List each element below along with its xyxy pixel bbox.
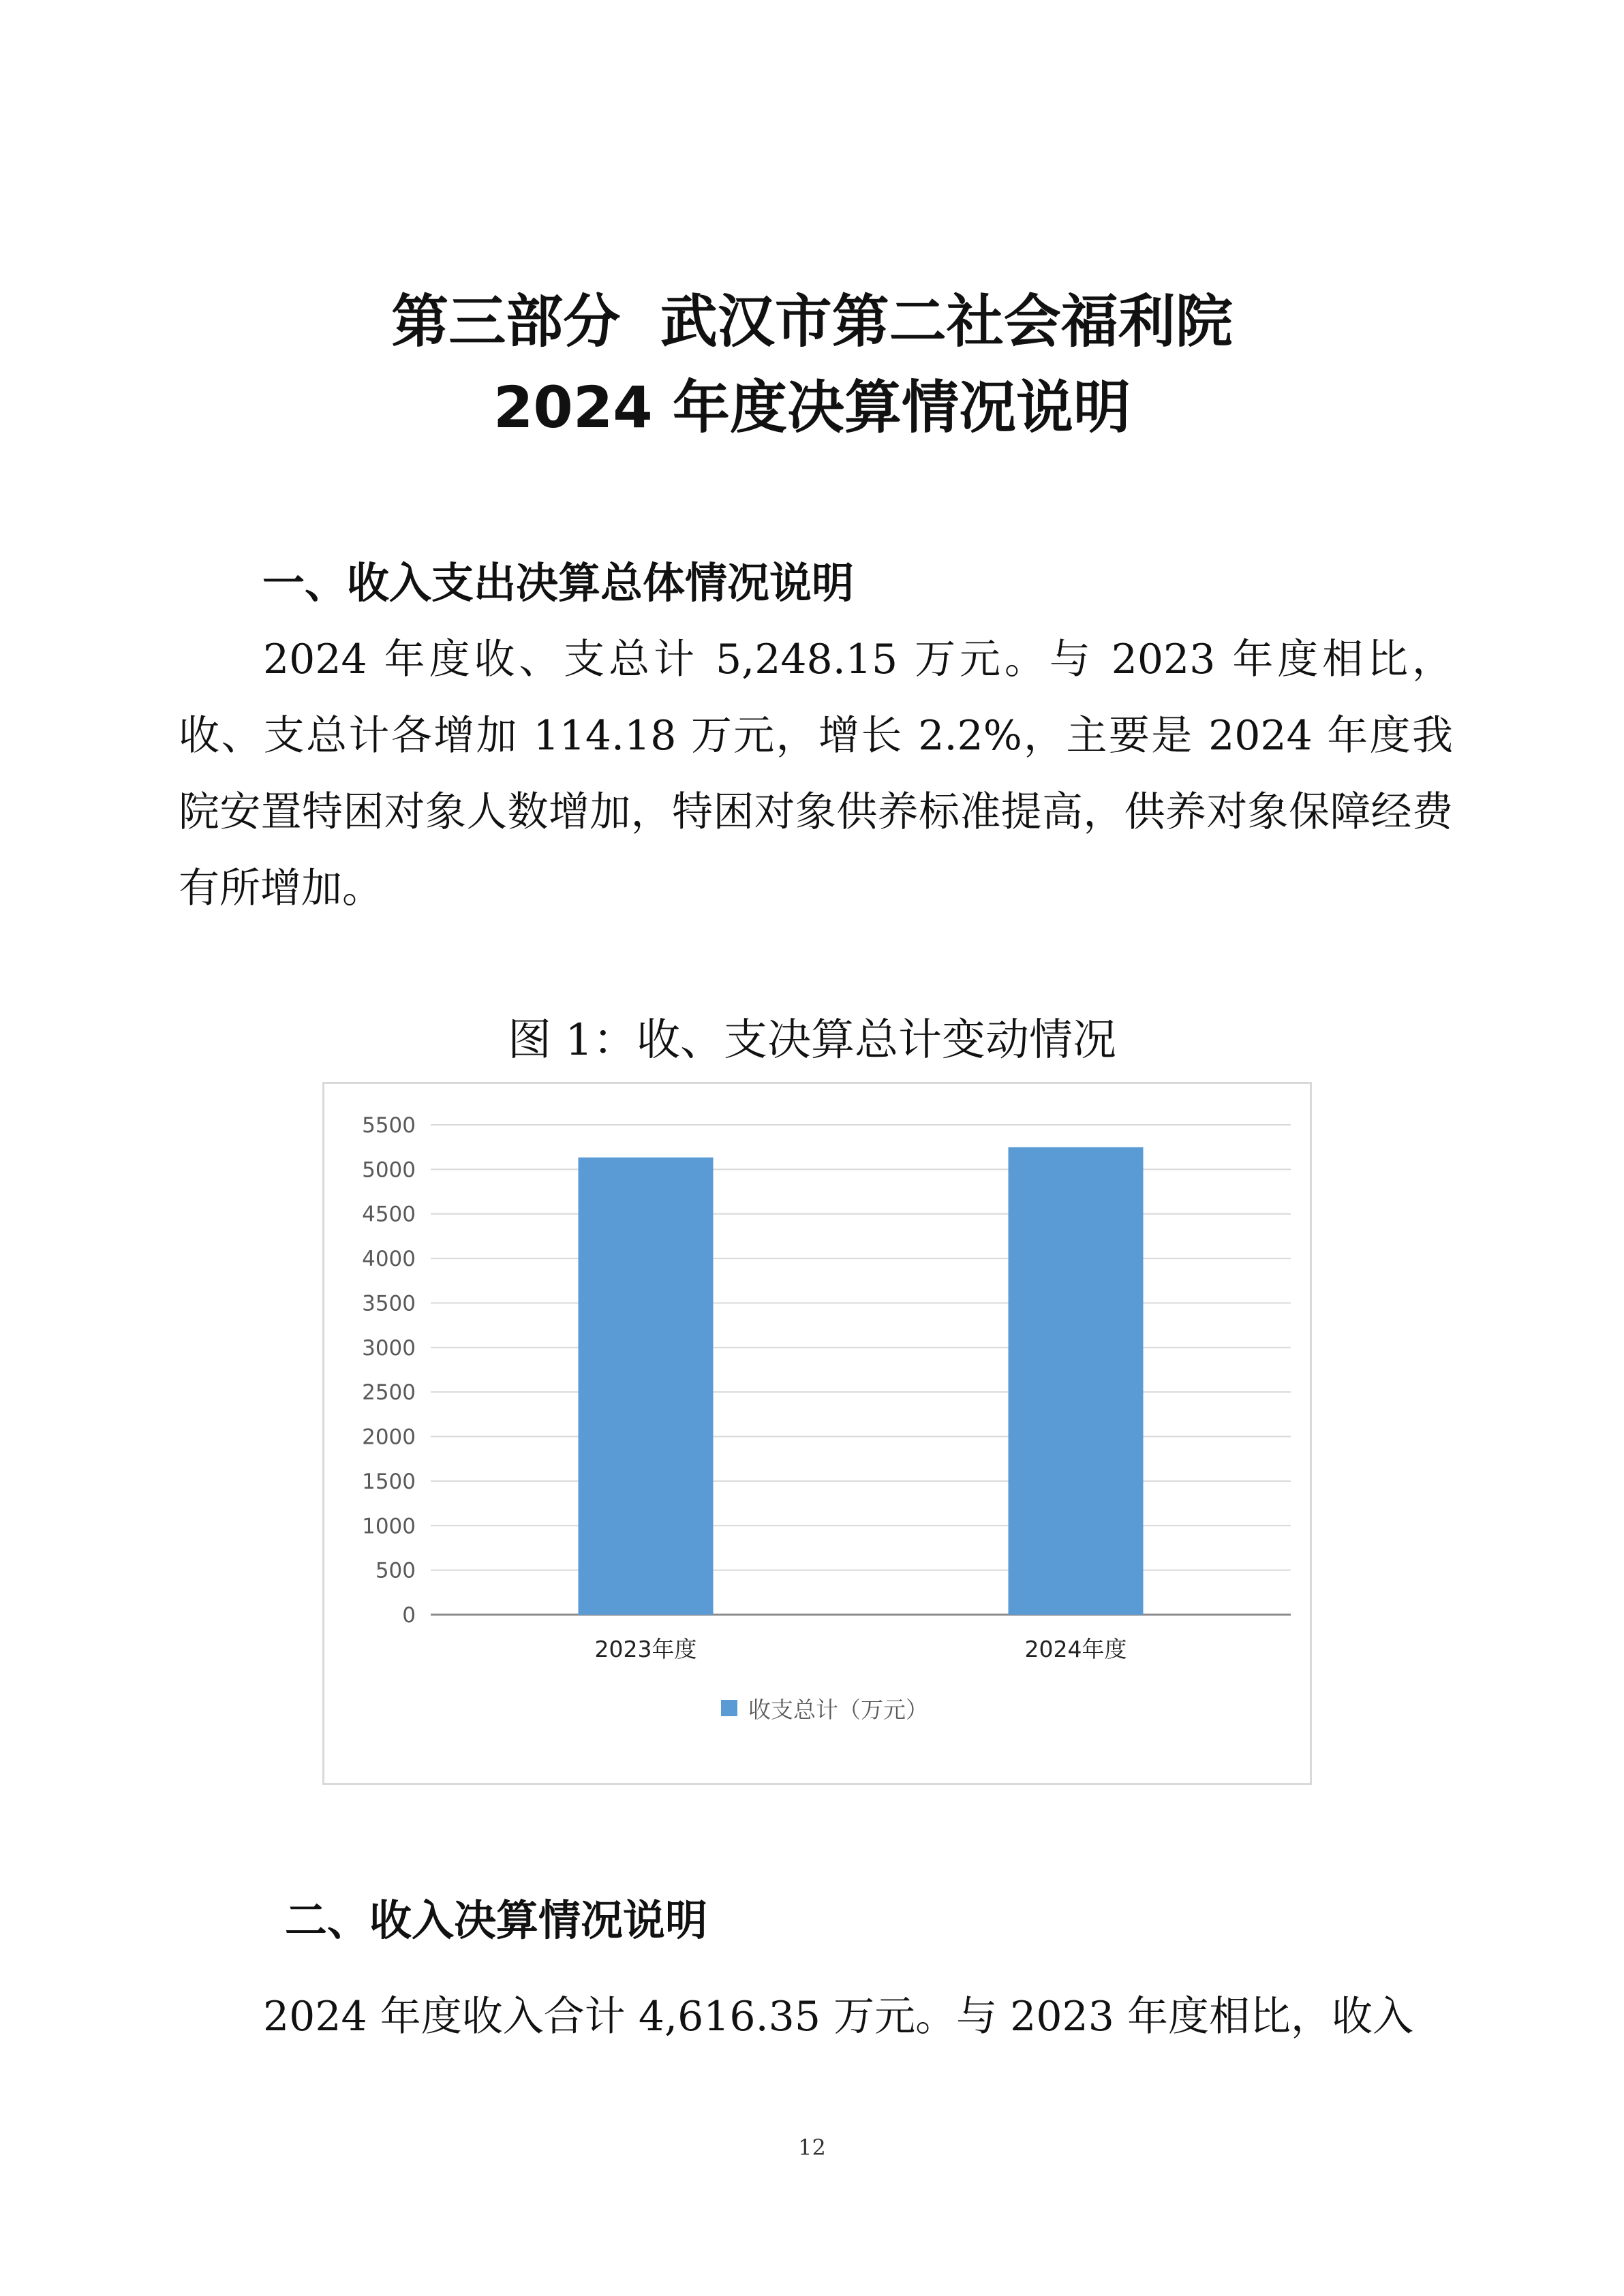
bar-chart xyxy=(324,1084,1310,1783)
section1-paragraph: 2024 年度收、支总计 5,248.15 万元。与 2023 年度相比，收、支总计各增加 114.18 万元，增长 2.2%，主要是 2024 年度我院安置特困对象人数增加，特困对象供养标准提高，供养对象保障经费有所增加。 xyxy=(179,636,1453,912)
chart-frame xyxy=(322,1082,1312,1785)
page-title-line2: 2024 年度决算情况说明 xyxy=(493,374,1131,441)
y-tick-label: 4500 xyxy=(362,1202,416,1227)
y-tick-label: 1000 xyxy=(362,1514,416,1539)
section2-heading: 二、收入决算情况说明 xyxy=(285,1895,708,1945)
page-title-line1: 第三部分 武汉市第二社会福利院 xyxy=(391,288,1233,355)
x-category-label: 2023年度 xyxy=(594,1636,697,1662)
y-tick-label: 500 xyxy=(375,1558,416,1583)
y-tick-label: 3500 xyxy=(362,1291,416,1316)
y-tick-label: 0 xyxy=(402,1603,416,1628)
section1-heading: 一、收入支出决算总体情况说明 xyxy=(262,558,855,608)
bar xyxy=(579,1158,714,1615)
figure-caption: 图 1：收、支决算总计变动情况 xyxy=(507,1015,1117,1066)
y-tick-label: 5500 xyxy=(362,1113,416,1138)
bar xyxy=(1009,1147,1144,1615)
legend-swatch xyxy=(721,1700,737,1716)
x-category-label: 2024年度 xyxy=(1024,1636,1127,1662)
page-number: 12 xyxy=(798,2135,826,2160)
y-tick-label: 2000 xyxy=(362,1425,416,1450)
legend-label: 收支总计（万元） xyxy=(748,1696,928,1723)
y-tick-label: 1500 xyxy=(362,1469,416,1494)
y-tick-label: 5000 xyxy=(362,1158,416,1183)
y-tick-label: 2500 xyxy=(362,1380,416,1406)
y-tick-label: 3000 xyxy=(362,1335,416,1361)
section2-paragraph: 2024 年度收入合计 4,616.35 万元。与 2023 年度相比，收入 xyxy=(263,1993,1413,2041)
y-tick-label: 4000 xyxy=(362,1247,416,1272)
